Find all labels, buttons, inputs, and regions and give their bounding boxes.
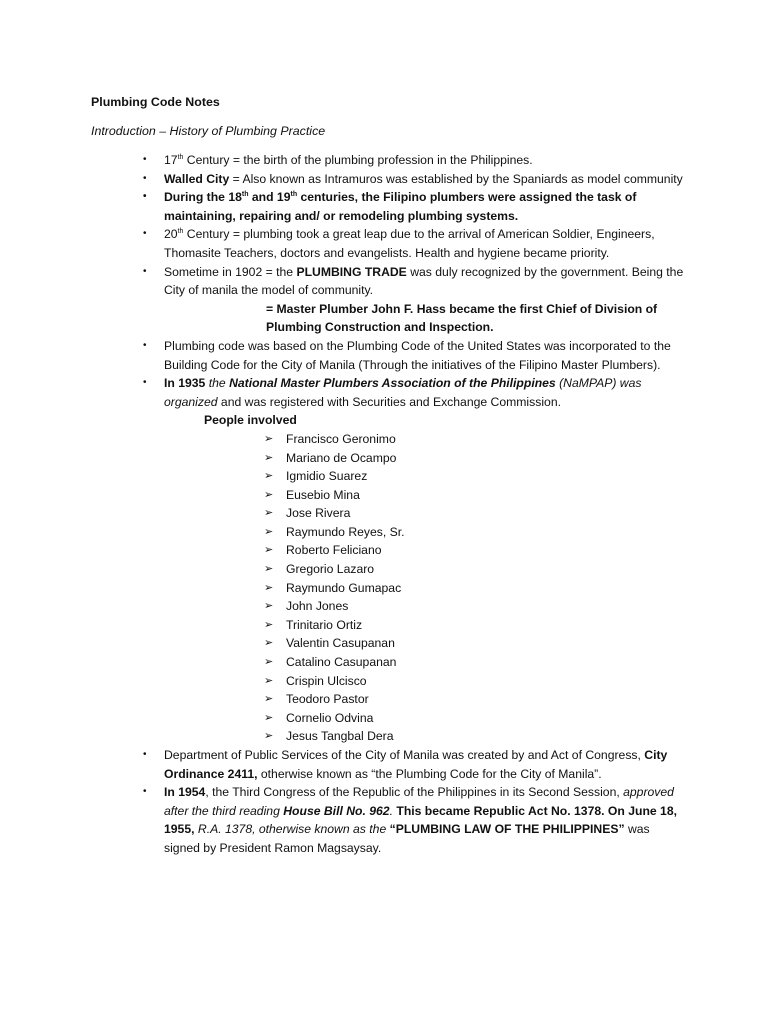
list-item: • Plumbing code was based on the Plumbing Code of the United States was incorporated to the Building Code for the City of Manila (Through the initiatives of the Filipino Master Plumbers). [143, 338, 671, 372]
person-list-item [164, 634, 684, 653]
bullet-icon: • [143, 786, 147, 798]
person-name: Cornelio Odvina [286, 710, 374, 725]
bullet-icon: • [143, 265, 147, 277]
notes-list [143, 151, 684, 858]
arrow-bullet-icon: ➢ [264, 470, 274, 483]
person-list-item [164, 672, 684, 691]
arrow-bullet-icon: ➢ [264, 563, 274, 576]
arrow-bullet-icon: ➢ [264, 730, 274, 743]
person-name: Crispin Ulcisco [286, 673, 367, 688]
arrow-bullet-icon: ➢ [264, 488, 274, 501]
person-list-item [164, 560, 684, 579]
arrow-bullet-icon: ➢ [264, 637, 274, 650]
people-involved-heading: People involved [204, 413, 297, 428]
arrow-bullet-icon: ➢ [264, 693, 274, 706]
person-name: Francisco Geronimo [286, 431, 396, 446]
person-name: Valentin Casupanan [286, 636, 395, 651]
list-item: • In 1935 the National Master Plumbers Association of the Philippines (NaMPAP) was organized and was registered with Securities and Exchange Commission. People involved ➢ Francisco Geronimo ➢ Mariano de Ocampo ➢ Igmidio Suarez ➢ Eusebio Mina ➢ Jose Rivera ➢ Raymundo Reyes, Sr. ➢ Roberto Feliciano ➢ Gregorio Lazaro ➢ Raymundo Gumapac ➢ John Jones ➢ Trinitario Ortiz ➢ Valentin Casupanan ➢ Catalino Casupanan ➢ Crispin Ulcisco ➢ Teodoro Pastor ➢ Cornelio Odvina ➢ Jesus Tangbal Dera [164, 374, 684, 746]
people-list [164, 430, 684, 746]
arrow-bullet-icon: ➢ [264, 507, 274, 520]
person-name: Raymundo Gumapac [286, 580, 402, 595]
arrow-bullet-icon: ➢ [264, 711, 274, 724]
person-name: Raymundo Reyes, Sr. [286, 524, 405, 539]
person-list-item [164, 597, 684, 616]
person-list-item [164, 690, 684, 709]
person-list-item [164, 709, 684, 728]
person-list-item [164, 504, 684, 523]
person-list-item [164, 579, 684, 598]
list-item: • Sometime in 1902 = the PLUMBING TRADE was duly recognized by the government. Being the City of manila the model of community. = Master Plumber John F. Hass became the first Chief of Division of Plumbing Construction and Inspection. [143, 264, 684, 335]
bullet-icon: • [143, 749, 147, 760]
arrow-bullet-icon: ➢ [264, 600, 274, 613]
person-list-item [164, 449, 684, 468]
bullet-icon: • [143, 228, 147, 240]
person-name: Teodoro Pastor [286, 692, 369, 707]
person-name: John Jones [286, 599, 349, 614]
list-item: • Department of Public Services of the City of Manila was created by and Act of Congress, City Ordinance 2411, otherwise known as “the Plumbing Code for the City of Manila”. [143, 748, 668, 781]
document-subtitle: Introduction – History of Plumbing Practice [91, 124, 326, 138]
arrow-bullet-icon: ➢ [264, 674, 274, 687]
person-list-item [164, 430, 684, 449]
person-list-item [164, 727, 684, 746]
person-list-item [164, 467, 684, 486]
person-name: Catalino Casupanan [286, 655, 397, 670]
bullet-icon: • [143, 172, 147, 184]
bullet-icon: • [143, 154, 147, 165]
arrow-bullet-icon: ➢ [264, 525, 274, 538]
list-item: • 17th Century = the birth of the plumbing profession in the Philippines. [164, 151, 684, 170]
bullet-icon: • [143, 339, 147, 351]
person-name: Gregorio Lazaro [286, 562, 375, 577]
list-item: • During the 18th and 19th centuries, the Filipino plumbers were assigned the task of maintaining, repairing and/ or remodeling plumbing systems. [143, 190, 637, 223]
arrow-bullet-icon: ➢ [264, 544, 274, 557]
arrow-bullet-icon: ➢ [264, 581, 274, 594]
list-item: • In 1954, the Third Congress of the Republic of the Philippines in its Second Session, approved after the third reading House Bill No. 962. This became Republic Act No. 1378. On June 18, 1955, R.A. 1378, otherwise known as the “PLUMBING LAW OF THE PHILIPPINES” was signed by President Ramon Magsaysay. [143, 785, 677, 855]
person-list-item [164, 616, 684, 635]
person-name: Eusebio Mina [286, 487, 360, 502]
person-name: Jose Rivera [286, 506, 351, 521]
bullet-icon: • [143, 377, 147, 389]
list-item: • Walled City = Also known as Intramuros was established by the Spaniards as model community [164, 170, 684, 189]
person-list-item [164, 486, 684, 505]
person-name: Igmidio Suarez [286, 469, 368, 484]
arrow-bullet-icon: ➢ [264, 432, 274, 445]
person-list-item [164, 523, 684, 542]
person-name: Mariano de Ocampo [286, 450, 397, 465]
person-list-item [164, 541, 684, 560]
arrow-bullet-icon: ➢ [264, 656, 274, 669]
document-title: Plumbing Code Notes [91, 95, 220, 109]
person-name: Trinitario Ortiz [286, 617, 363, 632]
list-item: • 20th Century = plumbing took a great leap due to the arrival of American Soldier, Engineers, Thomasite Teachers, doctors and evangelists. Health and hygiene became priority. [143, 227, 655, 260]
arrow-bullet-icon: ➢ [264, 618, 274, 631]
person-name: Roberto Feliciano [286, 543, 382, 558]
bullet-icon: • [143, 191, 147, 203]
person-name: Jesus Tangbal Dera [286, 729, 394, 744]
person-list-item [164, 653, 684, 672]
arrow-bullet-icon: ➢ [264, 451, 274, 464]
